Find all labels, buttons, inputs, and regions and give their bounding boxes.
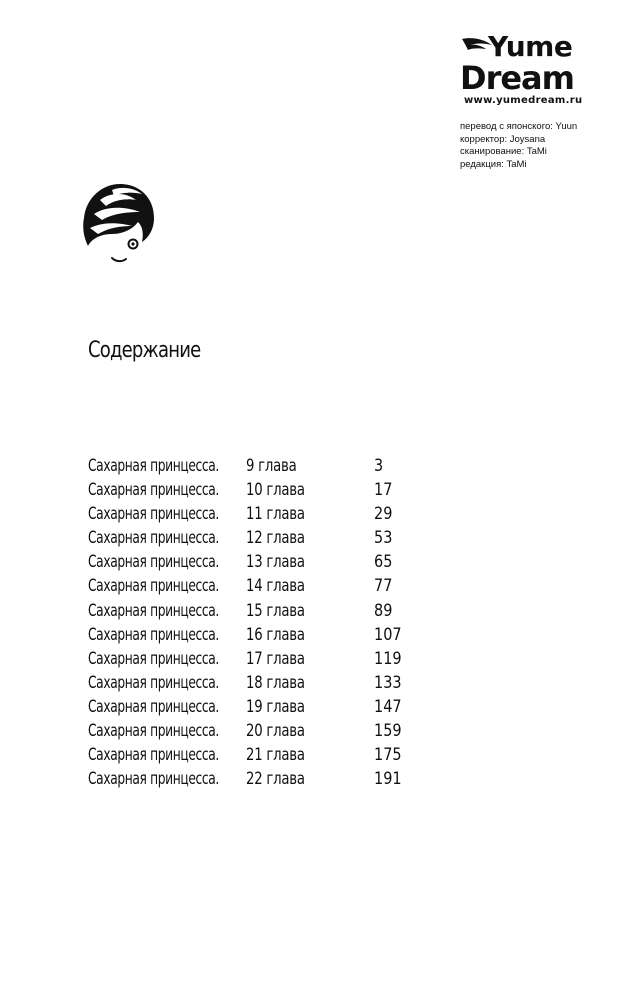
credits-block (460, 121, 577, 171)
toc-entry (88, 625, 428, 649)
toc-entry-page: 65 (374, 552, 393, 573)
toc-entry-page: 17 (374, 480, 393, 501)
toc-entry-title: Сахарная принцесса. (88, 769, 219, 790)
toc-entry-chapter: 10 глава (246, 480, 305, 501)
toc-entry-page: 89 (374, 600, 393, 621)
toc-entry-page: 107 (374, 624, 402, 645)
toc-entry-page: 147 (374, 696, 402, 717)
toc-entry-page: 175 (374, 745, 402, 766)
toc-entry-page: 119 (374, 648, 402, 669)
toc-entry (88, 480, 428, 504)
toc-entry (88, 504, 428, 528)
toc-entry-chapter: 18 глава (246, 672, 305, 693)
toc-entry (88, 528, 428, 552)
logo-text-dream: Dream (460, 59, 574, 97)
toc-entry-page: 191 (374, 769, 402, 790)
toc-entry (88, 745, 428, 769)
toc-entry-title: Сахарная принцесса. (88, 745, 219, 766)
toc-entry-title: Сахарная принцесса. (88, 648, 219, 669)
credit-proofreader: корректор: Joysana (460, 133, 546, 145)
toc-entry (88, 649, 428, 673)
toc-entry-chapter: 20 глава (246, 721, 305, 742)
toc-entry (88, 601, 428, 625)
credit-translator: перевод с японского: Yuun (460, 121, 578, 132)
toc-entry-chapter: 16 глава (246, 624, 305, 645)
toc-entry (88, 456, 428, 480)
toc-list (88, 456, 428, 793)
toc-entry (88, 721, 428, 745)
toc-entry-title: Сахарная принцесса. (88, 504, 219, 525)
toc-entry-chapter: 19 глава (246, 696, 305, 717)
face-emblem-icon (82, 182, 158, 264)
logo-url: www.yumedream.ru (464, 95, 583, 106)
toc-entry-page: 3 (374, 456, 384, 476)
toc-entry-page: 77 (374, 576, 393, 597)
toc-entry-page: 53 (374, 528, 393, 549)
toc-entry-title: Сахарная принцесса. (88, 576, 219, 597)
toc-entry-chapter: 15 глава (246, 600, 305, 621)
toc-entry (88, 673, 428, 697)
toc-entry-chapter: 13 глава (246, 552, 305, 573)
toc-entry-chapter: 9 глава (246, 456, 297, 476)
logo-text-yume: Yume (488, 30, 573, 63)
toc-entry-chapter: 14 глава (246, 576, 305, 597)
toc-entry-chapter: 17 глава (246, 648, 305, 669)
toc-entry-chapter: 11 глава (246, 504, 305, 525)
toc-entry-title: Сахарная принцесса. (88, 721, 219, 742)
credit-editing: редакция: TaMi (460, 158, 527, 170)
toc-entry (88, 769, 428, 793)
toc-entry-title: Сахарная принцесса. (88, 696, 219, 717)
credit-scanning: сканирование: TaMi (460, 146, 547, 157)
toc-entry (88, 697, 428, 721)
toc-entry-title: Сахарная принцесса. (88, 624, 219, 645)
toc-entry-title: Сахарная принцесса. (88, 672, 219, 693)
toc-entry-page: 29 (374, 504, 393, 525)
toc-entry-title: Сахарная принцесса. (88, 600, 219, 621)
toc-entry-title: Сахарная принцесса. (88, 528, 219, 549)
toc-entry-chapter: 12 глава (246, 528, 305, 549)
toc-heading: Содержание (88, 338, 201, 363)
toc-entry-page: 133 (374, 672, 402, 693)
toc-entry-title: Сахарная принцесса. (88, 456, 219, 476)
toc-entry (88, 552, 428, 576)
toc-entry-chapter: 22 глава (246, 769, 305, 790)
toc-entry-title: Сахарная принцесса. (88, 480, 219, 501)
toc-entry-chapter: 21 глава (246, 745, 305, 766)
toc-entry-title: Сахарная принцесса. (88, 552, 219, 573)
toc-entry (88, 576, 428, 600)
toc-entry-page: 159 (374, 721, 402, 742)
